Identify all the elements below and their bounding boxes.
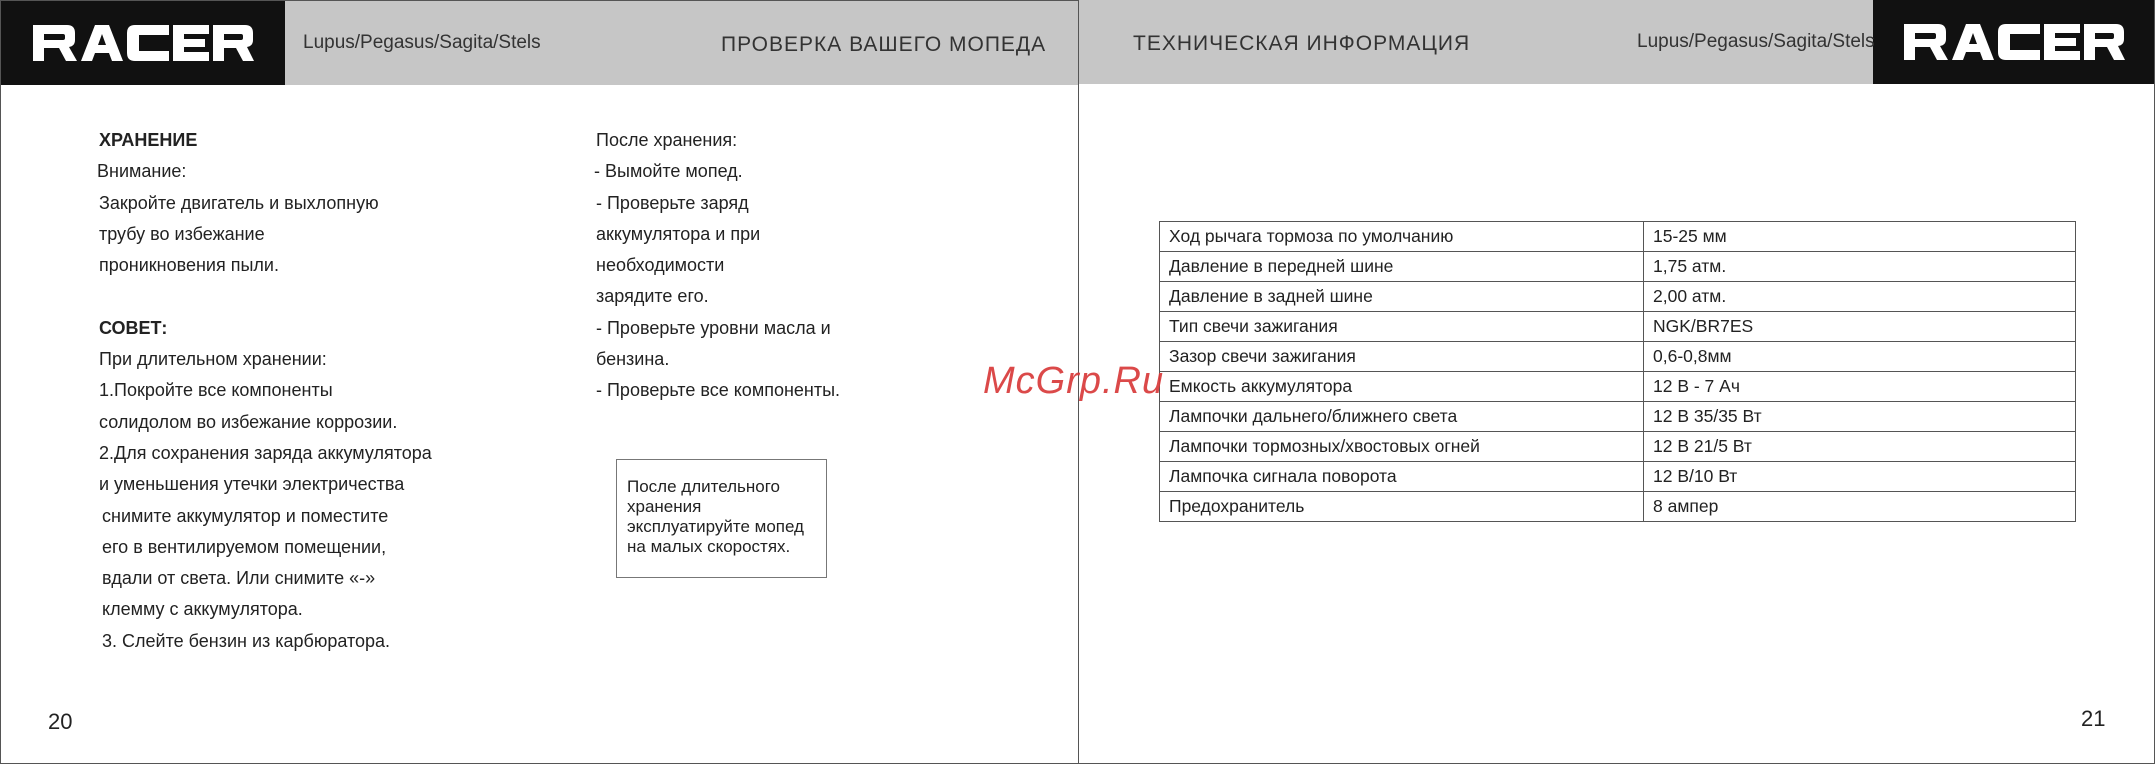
- spec-name: Тип свечи зажигания: [1160, 312, 1644, 342]
- note-line: эксплуатируйте мопед: [627, 517, 804, 536]
- watermark: McGrp.Ru: [983, 360, 1165, 402]
- text-line: трубу во избежание: [99, 223, 265, 244]
- spec-value: 12 В - 7 Ач: [1644, 372, 2076, 402]
- spec-name: Давление в передней шине: [1160, 252, 1644, 282]
- after-storage-column: [596, 125, 840, 407]
- note-line: хранения: [627, 497, 702, 516]
- note-box: [616, 459, 827, 578]
- racer-logo: [1873, 0, 2154, 84]
- blank-line: [99, 281, 432, 312]
- spec-name: Лампочки тормозных/хвостовых огней: [1160, 432, 1644, 462]
- racer-logo: [1, 1, 285, 85]
- table-row: [1160, 312, 2076, 342]
- header-title: ПРОВЕРКА ВАШЕГО МОПЕДА: [721, 33, 1047, 56]
- spec-name: Лампочки дальнего/ближнего света: [1160, 402, 1644, 432]
- spec-value: 15-25 мм: [1644, 222, 2076, 252]
- advice-heading: СОВЕТ:: [99, 317, 168, 338]
- note-line: После длительного: [627, 477, 780, 496]
- text-line: вдали от света. Или снимите «-»: [102, 568, 376, 589]
- text-line: 3. Слейте бензин из карбюратора.: [102, 630, 391, 651]
- header-model: Lupus/Pegasus/Sagita/Stels: [1637, 31, 1875, 52]
- text-line: 2.Для сохранения заряда аккумулятора: [99, 442, 432, 463]
- spec-value: 12 В 35/35 Вт: [1644, 402, 2076, 432]
- text-line: клемму с аккумулятора.: [102, 599, 303, 620]
- table-row: [1160, 252, 2076, 282]
- table-row: [1160, 492, 2076, 522]
- spec-value: 12 В 21/5 Вт: [1644, 432, 2076, 462]
- text-line: проникновения пыли.: [99, 255, 279, 276]
- text-line: Внимание:: [97, 161, 187, 182]
- table-row: [1160, 372, 2076, 402]
- header-title: ТЕХНИЧЕСКАЯ ИНФОРМАЦИЯ: [1133, 32, 1471, 55]
- spec-value: 2,00 атм.: [1644, 282, 2076, 312]
- text-line: необходимости: [596, 255, 725, 276]
- table-row: [1160, 402, 2076, 432]
- text-line: После хранения:: [596, 130, 738, 150]
- text-line: снимите аккумулятор и поместите: [102, 505, 389, 526]
- spec-name: Ход рычага тормоза по умолчанию: [1160, 222, 1644, 252]
- text-line: Закройте двигатель и выхлопную: [99, 192, 379, 213]
- text-line: - Проверьте уровни масла и: [596, 317, 831, 338]
- spec-table: [1159, 221, 2076, 522]
- spec-value: 12 В/10 Вт: [1644, 462, 2076, 492]
- text-line: аккумулятора и при: [596, 223, 761, 244]
- note-line: на малых скоростях.: [627, 537, 791, 556]
- racer-logo-mark: [31, 23, 255, 63]
- text-line: солидолом во избежание коррозии.: [99, 411, 398, 432]
- left-page: [0, 0, 1079, 764]
- spec-name: Емкость аккумулятора: [1160, 372, 1644, 402]
- page-number: 21: [2081, 706, 2106, 731]
- text-line: 1.Покройте все компоненты: [99, 380, 333, 401]
- page-number: 20: [48, 709, 73, 734]
- header-model: Lupus/Pegasus/Sagita/Stels: [303, 32, 541, 53]
- spec-name: Лампочка сигнала поворота: [1160, 462, 1644, 492]
- text-line: его в вентилируемом помещении,: [102, 536, 387, 557]
- text-line: зарядите его.: [596, 286, 709, 307]
- spec-name: Предохранитель: [1160, 492, 1644, 522]
- spec-value: 0,6-0,8мм: [1644, 342, 2076, 372]
- storage-column: [99, 125, 432, 657]
- spec-name: Давление в задней шине: [1160, 282, 1644, 312]
- storage-heading: ХРАНЕНИЕ: [99, 130, 198, 150]
- table-row: [1160, 222, 2076, 252]
- text-line: - Вымойте мопед.: [594, 161, 743, 182]
- spec-value: NGK/BR7ES: [1644, 312, 2076, 342]
- racer-logo-mark: [1902, 22, 2126, 62]
- text-line: бензина.: [596, 349, 670, 370]
- table-row: [1160, 432, 2076, 462]
- text-line: - Проверьте все компоненты.: [596, 380, 841, 401]
- spec-name: Зазор свечи зажигания: [1160, 342, 1644, 372]
- text-line: - Проверьте заряд: [596, 192, 749, 213]
- spec-value: 8 ампер: [1644, 492, 2076, 522]
- table-row: [1160, 462, 2076, 492]
- table-row: [1160, 342, 2076, 372]
- spec-value: 1,75 атм.: [1644, 252, 2076, 282]
- text-line: и уменьшения утечки электричества: [99, 474, 405, 495]
- table-row: [1160, 282, 2076, 312]
- text-line: При длительном хранении:: [99, 349, 327, 370]
